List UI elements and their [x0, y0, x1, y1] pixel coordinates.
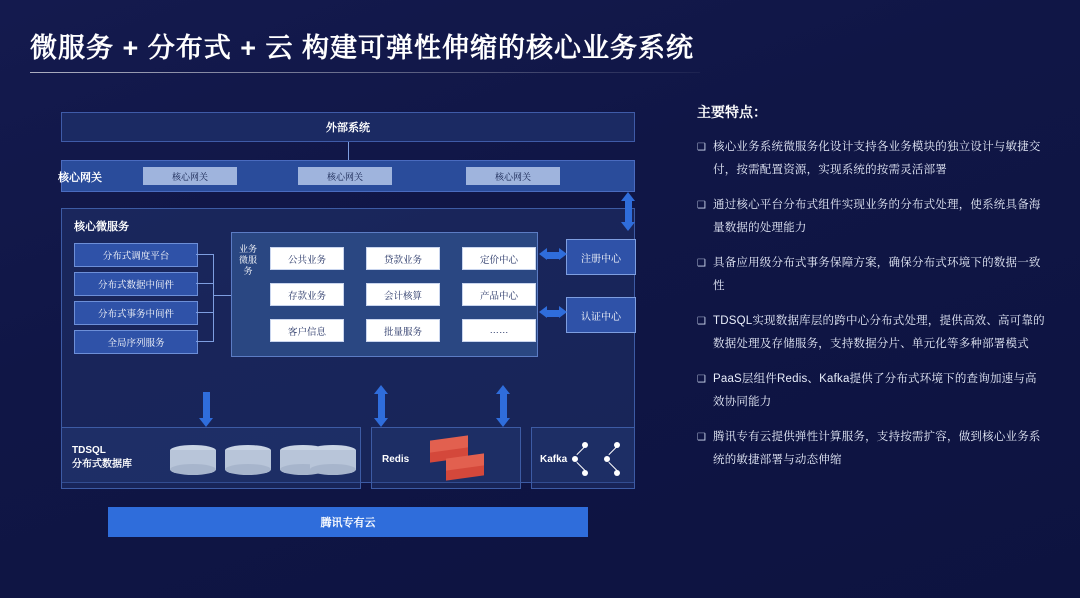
component-data-middleware: 分布式数据中间件 [74, 272, 198, 296]
component-registry-center: 注册中心 [566, 239, 636, 275]
checkbox-icon: ❑ [697, 258, 706, 269]
checkbox-icon: ❑ [697, 432, 706, 443]
connector-external-gateway [348, 142, 349, 160]
data-layer-row [61, 427, 635, 489]
kafka-box [531, 427, 635, 489]
service-chip-more: …… [462, 319, 536, 342]
database-cylinder-icon [170, 445, 216, 475]
key-features-panel [697, 102, 1047, 484]
architecture-diagram [48, 102, 648, 552]
redis-label: Redis [382, 454, 410, 465]
kafka-label: Kafka [540, 454, 568, 465]
gateway-chip-3: 核心网关 [466, 167, 560, 185]
feature-text: 具备应用级分布式事务保障方案，确保分布式环境下的数据一致性 [713, 257, 1041, 292]
tdsql-label-line2: 分布式数据库 [72, 459, 132, 470]
component-transaction-middleware: 分布式事务中间件 [74, 301, 198, 325]
feature-text: 通过核心平台分布式组件实现业务的分布式处理，使系统具备海量数据的处理能力 [713, 199, 1041, 234]
feature-item [697, 136, 1047, 182]
service-chip-accounting: 会计核算 [366, 283, 440, 306]
feature-item [697, 426, 1047, 472]
business-microservice-label: 业务微服务 [238, 244, 257, 276]
checkbox-icon: ❑ [697, 200, 706, 211]
redis-box [371, 427, 521, 489]
feature-item [697, 194, 1047, 240]
component-auth-center: 认证中心 [566, 297, 636, 333]
database-cylinder-icon [310, 445, 356, 475]
connector-left-1 [196, 254, 213, 255]
external-system-box: 外部系统 [61, 112, 635, 142]
gateway-band-label: 核心网关 [58, 172, 102, 184]
core-microservice-label: 核心微服务 [74, 221, 129, 233]
database-cylinder-icon [225, 445, 271, 475]
service-chip-public: 公共业务 [270, 247, 344, 270]
feature-text: PaaS层组件Redis、Kafka提供了分布式环境下的查询加速与高效协同能力 [713, 373, 1037, 408]
checkbox-icon: ❑ [697, 142, 706, 153]
connector-left-3 [196, 312, 213, 313]
checkbox-icon: ❑ [697, 374, 706, 385]
service-chip-deposit: 存款业务 [270, 283, 344, 306]
feature-item [697, 368, 1047, 414]
feature-text: 核心业务系统微服务化设计支持各业务模块的独立设计与敏捷交付，按需配置资源，实现系统的按需灵活部署 [713, 141, 1041, 176]
component-scheduling-platform: 分布式调度平台 [74, 243, 198, 267]
feature-text: 腾讯专有云提供弹性计算服务，支持按需扩容，做到核心业务系统的敏捷部署与动态伸缩 [713, 431, 1041, 466]
feature-item [697, 252, 1047, 298]
tdsql-box [61, 427, 361, 489]
connector-left-4 [196, 341, 213, 342]
cloud-bar: 腾讯专有云 [108, 507, 588, 537]
feature-text: TDSQL实现数据库层的跨中心分布式处理，提供高效、高可靠的数据处理及存储服务，支持数据分片、单元化等多种部署模式 [713, 315, 1045, 350]
gateway-chip-2: 核心网关 [298, 167, 392, 185]
connector-left-bus [213, 254, 214, 342]
page-title: 微服务 + 分布式 + 云 构建可弹性伸缩的核心业务系统 [30, 33, 695, 63]
connector-left-to-panel [213, 295, 231, 296]
key-features-title: 主要特点： [697, 104, 767, 120]
tdsql-label-line1: TDSQL [72, 445, 106, 456]
feature-item [697, 310, 1047, 356]
service-chip-loan: 贷款业务 [366, 247, 440, 270]
service-chip-product: 产品中心 [462, 283, 536, 306]
component-global-sequence: 全局序列服务 [74, 330, 198, 354]
redis-cube-icon [446, 456, 484, 482]
service-chip-pricing: 定价中心 [462, 247, 536, 270]
service-chip-batch: 批量服务 [366, 319, 440, 342]
checkbox-icon: ❑ [697, 316, 706, 327]
service-chip-customer: 客户信息 [270, 319, 344, 342]
title-divider [30, 72, 700, 73]
gateway-chip-1: 核心网关 [143, 167, 237, 185]
connector-left-2 [196, 283, 213, 284]
